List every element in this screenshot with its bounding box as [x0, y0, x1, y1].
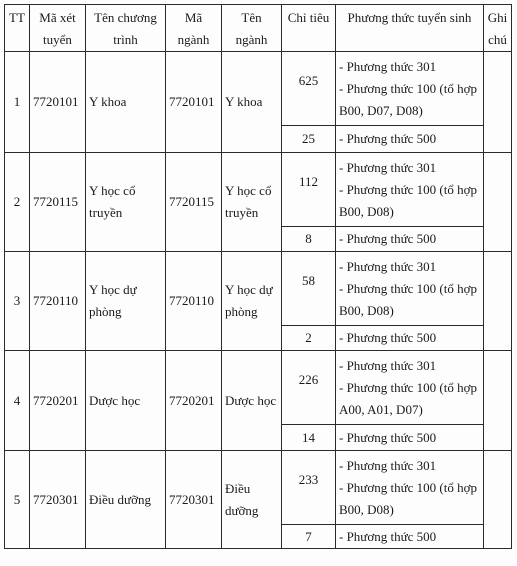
cell-ghi-chu [484, 252, 512, 351]
table-body [5, 52, 512, 549]
cell-chi-tieu: 625 [282, 52, 336, 126]
method-301-line: - Phương thức 301 [339, 159, 437, 175]
cell-ten-nganh: Y khoa [222, 52, 282, 153]
cell-phuong-thuc-500: - Phương thức 500 [336, 126, 484, 153]
cell-chi-tieu-500: 2 [282, 326, 336, 351]
cell-ma-nganh: 7720110 [166, 252, 222, 351]
cell-ten-chuong-trinh: Dược học [86, 351, 166, 451]
cell-ma-nganh: 7720101 [166, 52, 222, 153]
method-100-line: - Phương thức 100 (tổ hợp [339, 479, 477, 495]
cell-chi-tieu: 58 [282, 252, 336, 326]
table-row [5, 351, 512, 425]
method-301-line: - Phương thức 301 [339, 357, 437, 373]
method-100-line: - Phương thức 100 (tổ hợp [339, 379, 477, 395]
method-301-line: - Phương thức 301 [339, 58, 437, 74]
cell-tt: 5 [5, 451, 30, 549]
cell-phuong-thuc [336, 153, 484, 227]
cell-phuong-thuc [336, 351, 484, 425]
method-100-combo: B00, D08) [339, 203, 394, 219]
cell-ma-xet-tuyen: 7720301 [30, 451, 86, 549]
cell-ghi-chu [484, 351, 512, 451]
header-phuong-thuc: Phương thức tuyển sinh [336, 5, 484, 52]
cell-ghi-chu [484, 451, 512, 549]
header-ghi-chu: Ghi chú [484, 5, 512, 52]
cell-ten-nganh: Điều dưỡng [222, 451, 282, 549]
cell-chi-tieu: 233 [282, 451, 336, 525]
header-ma-nganh: Mã ngành [166, 5, 222, 52]
cell-chi-tieu-500: 14 [282, 425, 336, 451]
cell-chi-tieu: 226 [282, 351, 336, 425]
header-ma-xet-tuyen: Mã xét tuyển [30, 5, 86, 52]
table-row [5, 52, 512, 126]
cell-ten-nganh: Dược học [222, 351, 282, 451]
cell-phuong-thuc-500: - Phương thức 500 [336, 227, 484, 252]
header-ten-chuong-trinh: Tên chương trình [86, 5, 166, 52]
cell-phuong-thuc-500: - Phương thức 500 [336, 326, 484, 351]
cell-ten-chuong-trinh: Y học dự phòng [86, 252, 166, 351]
cell-chi-tieu: 112 [282, 153, 336, 227]
cell-ten-nganh: Y học cổ truyền [222, 153, 282, 252]
method-100-combo: A00, A01, D07) [339, 401, 423, 417]
header-tt: TT [5, 5, 30, 52]
cell-ma-xet-tuyen: 7720101 [30, 52, 86, 153]
table-header-row [5, 5, 512, 52]
cell-ma-xet-tuyen: 7720110 [30, 252, 86, 351]
cell-ghi-chu [484, 153, 512, 252]
method-100-line: - Phương thức 100 (tổ hợp [339, 80, 477, 96]
cell-ten-chuong-trinh: Y học cổ truyền [86, 153, 166, 252]
cell-tt: 1 [5, 52, 30, 153]
table-row [5, 153, 512, 227]
cell-chi-tieu-500: 7 [282, 525, 336, 549]
cell-ma-xet-tuyen: 7720115 [30, 153, 86, 252]
cell-ten-chuong-trinh: Y khoa [86, 52, 166, 153]
table-row [5, 252, 512, 326]
cell-ten-nganh: Y học dự phòng [222, 252, 282, 351]
admissions-table [4, 4, 512, 549]
cell-ma-xet-tuyen: 7720201 [30, 351, 86, 451]
cell-ma-nganh: 7720201 [166, 351, 222, 451]
cell-tt: 4 [5, 351, 30, 451]
table-row [5, 451, 512, 525]
cell-ma-nganh: 7720115 [166, 153, 222, 252]
header-ten-nganh: Tên ngành [222, 5, 282, 52]
cell-phuong-thuc-500: - Phương thức 500 [336, 525, 484, 549]
cell-tt: 2 [5, 153, 30, 252]
cell-chi-tieu-500: 8 [282, 227, 336, 252]
method-301-line: - Phương thức 301 [339, 258, 437, 274]
cell-ma-nganh: 7720301 [166, 451, 222, 549]
method-100-combo: B00, D07, D08) [339, 102, 423, 118]
method-301-line: - Phương thức 301 [339, 457, 437, 473]
cell-phuong-thuc [336, 52, 484, 126]
method-100-line: - Phương thức 100 (tổ hợp [339, 181, 477, 197]
method-100-combo: B00, D08) [339, 302, 394, 318]
cell-phuong-thuc [336, 252, 484, 326]
method-100-combo: B00, D08) [339, 501, 394, 517]
cell-ghi-chu [484, 52, 512, 153]
cell-chi-tieu-500: 25 [282, 126, 336, 153]
header-chi-tieu: Chỉ tiêu [282, 5, 336, 52]
method-100-line: - Phương thức 100 (tổ hợp [339, 280, 477, 296]
cell-ten-chuong-trinh: Điều dưỡng [86, 451, 166, 549]
cell-phuong-thuc-500: - Phương thức 500 [336, 425, 484, 451]
cell-phuong-thuc [336, 451, 484, 525]
cell-tt: 3 [5, 252, 30, 351]
